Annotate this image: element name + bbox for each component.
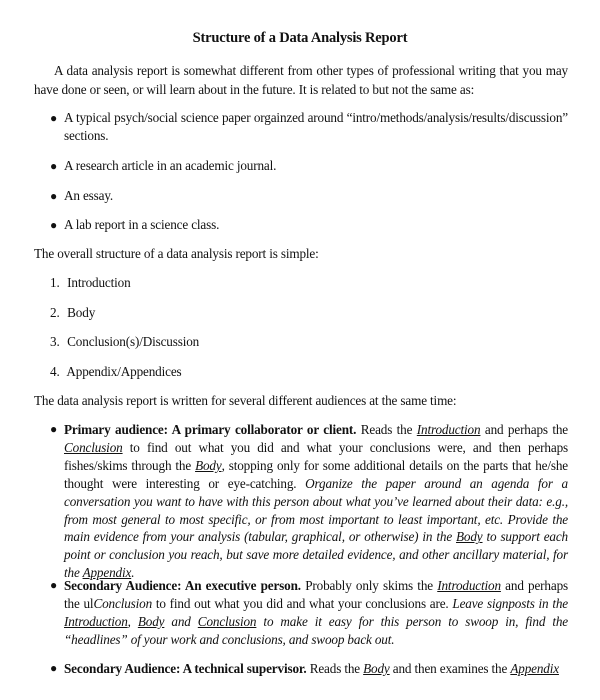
advice-text: and bbox=[164, 613, 198, 629]
section-ref-body: Body bbox=[137, 613, 165, 629]
advice-text: . bbox=[131, 565, 135, 581]
audience-heading: Secondary Audience: An executive person. bbox=[64, 578, 301, 593]
structure-intro: The overall structure of a data analysis report is simple: bbox=[34, 246, 319, 261]
list-number: 3. bbox=[50, 334, 60, 349]
text-run: Probably only skims the bbox=[300, 578, 438, 593]
list-item bbox=[50, 363, 550, 381]
list-item bbox=[50, 274, 550, 292]
section-ref-conclusion: Conclusion bbox=[93, 595, 153, 611]
section-ref-conclusion: Conclusion bbox=[197, 613, 257, 629]
section-ref-appendix: Appendix bbox=[82, 565, 132, 581]
section-ref-introduction: Introduction bbox=[416, 422, 481, 437]
bullet-icon: ● bbox=[50, 159, 58, 173]
list-item-text: A typical psych/social science paper orgainzed around “intro/methods/analysis/results/discussion” sections. bbox=[64, 110, 568, 144]
bullet-icon: ● bbox=[50, 422, 58, 436]
bullet-icon: ● bbox=[50, 111, 58, 125]
list-item bbox=[50, 109, 568, 149]
text-run: Reads the bbox=[356, 422, 417, 437]
advice-text: , bbox=[127, 613, 138, 629]
bullet-icon: ● bbox=[50, 218, 58, 232]
document-title: Structure of a Data Analysis Report bbox=[192, 30, 408, 46]
list-item bbox=[50, 333, 550, 351]
bullet-icon: ● bbox=[50, 578, 58, 592]
text-run: and perhaps the bbox=[480, 422, 568, 437]
section-ref-body: Body bbox=[456, 529, 483, 545]
text-run: to find out what you did and what your conclusions are. bbox=[152, 595, 453, 611]
text-run: Reads the bbox=[306, 661, 364, 676]
list-item-text: A lab report in a science class. bbox=[64, 217, 220, 232]
list-number: 1. bbox=[50, 275, 60, 290]
audiences-intro: The data analysis report is written for several different audiences at the same time: bbox=[34, 393, 457, 408]
advice-text: Leave signposts in the bbox=[452, 595, 568, 611]
audience-heading: Primary audience: A primary collaborator or client. bbox=[64, 422, 357, 437]
section-ref-conclusion: Conclusion bbox=[64, 439, 123, 455]
list-number: 2. bbox=[50, 305, 60, 320]
audience-heading: Secondary Audience: A technical supervisor. bbox=[64, 661, 307, 676]
list-number: 4. bbox=[50, 364, 60, 379]
intro-paragraph: A data analysis report is somewhat different from other types of professional writing that you may have done or seen, or will learn about in the future. It is related to but not the same as: bbox=[34, 63, 568, 97]
section-ref-appendix: Appendix bbox=[510, 661, 559, 676]
list-item bbox=[50, 304, 550, 322]
advice-text: to make it easy for this person to swoop in, find the “headlines” of your work and conclusions, and swoop back out. bbox=[64, 613, 568, 647]
text-run: , stopping only for some additional details on the parts that he/she thought were interesting or eye-catching. bbox=[64, 457, 568, 491]
text-run: to find out what you did and what your conclusions were, and then perhaps fishes/skims through the bbox=[64, 439, 568, 473]
advice-text: Organize the paper around an agenda for a conversation you want to have with this person about what you’ve learned about their data: e.g., from most general to most specific, or from most important to least important, etc. Provide the main evidence from your analysis (tabular, graphical, or otherwise) in the bbox=[64, 475, 568, 545]
section-ref-body: Body bbox=[195, 457, 222, 473]
list-item-text: Appendix/Appendices bbox=[66, 364, 182, 379]
text-run: and perhaps the ul bbox=[64, 578, 568, 611]
list-item-text: A research article in an academic journal. bbox=[64, 158, 277, 173]
audience-text bbox=[64, 660, 568, 678]
audience-text bbox=[64, 577, 568, 649]
section-ref-introduction: Introduction bbox=[64, 613, 128, 629]
list-item-text: Body bbox=[67, 305, 96, 320]
bullet-icon: ● bbox=[50, 189, 58, 203]
list-item-text: Introduction bbox=[67, 275, 131, 290]
text-run: and then examines the bbox=[389, 661, 511, 676]
list-item-text: Conclusion(s)/Discussion bbox=[67, 334, 200, 349]
audience-text bbox=[64, 421, 568, 582]
advice-text: to support each point or conclusion you reach, but save more detailed evidence, and other ancillary material, for the bbox=[64, 529, 568, 581]
list-item-text: An essay. bbox=[64, 188, 114, 203]
bullet-icon: ● bbox=[50, 661, 58, 675]
section-ref-body: Body bbox=[363, 661, 390, 676]
section-ref-introduction: Introduction bbox=[437, 578, 501, 593]
